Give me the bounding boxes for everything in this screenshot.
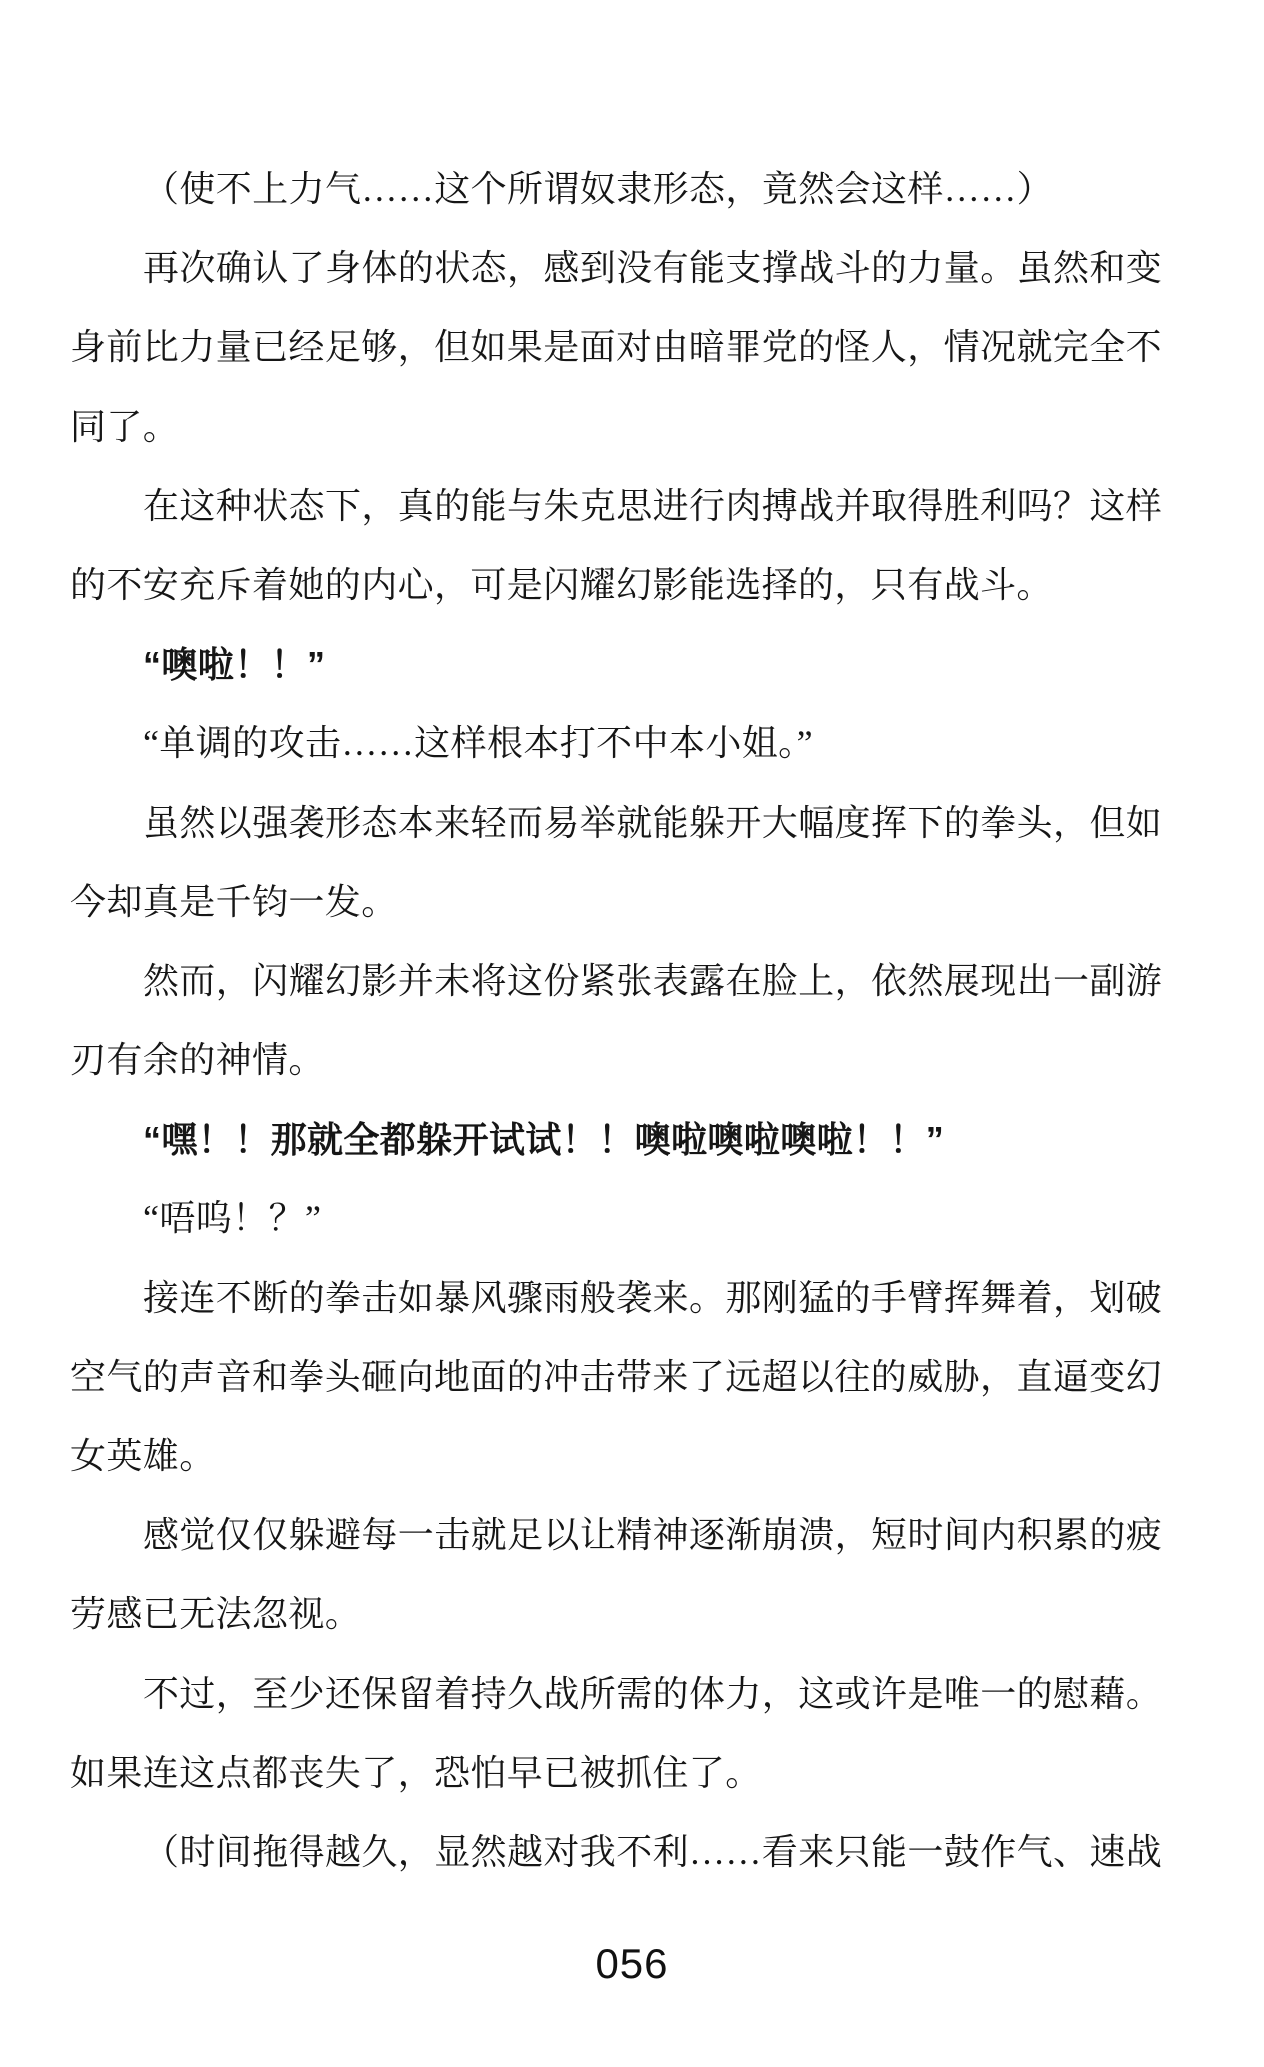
text-line: 如果连这点都丧失了，恐怕早已被抓住了。: [70, 1752, 762, 1793]
text-line: 劳感已无法忽视。: [70, 1594, 362, 1635]
text-line: 接连不断的拳击如暴风骤雨般袭来。那刚猛的手臂挥舞着，划破: [143, 1277, 1163, 1318]
text-line: 不过，至少还保留着持久战所需的体力，这或许是唯一的慰藉。: [143, 1673, 1163, 1714]
text-line: 空气的声音和拳头砸向地面的冲击带来了远超以往的威胁，直逼变幻: [70, 1356, 1163, 1397]
text-line: 然而，闪耀幻影并未将这份紧张表露在脸上，依然展现出一副游: [143, 960, 1163, 1001]
text-line: “噢啦！！”: [143, 644, 326, 686]
text-line: “嘿！！那就全都躲开试试！！噢啦噢啦噢啦！！”: [143, 1119, 945, 1161]
text-line: 身前比力量已经足够，但如果是面对由暗罪党的怪人，情况就完全不: [70, 327, 1163, 368]
text-line: 今却真是千钧一发。: [70, 881, 398, 922]
text-line: 女英雄。: [70, 1436, 216, 1476]
text-line: （使不上力气……这个所谓奴隶形态，竟然会这样……）: [143, 169, 1054, 209]
text-line: 的不安充斥着她的内心，可是闪耀幻影能选择的，只有战斗。: [70, 564, 1053, 605]
text-line: “唔呜！？”: [143, 1198, 322, 1239]
text-line: “单调的攻击……这样根本打不中本小姐。”: [143, 723, 813, 764]
text-line: 在这种状态下，真的能与朱克思进行肉搏战并取得胜利吗？这样: [143, 485, 1163, 526]
text-line: 同了。: [70, 406, 180, 447]
text-line: 感觉仅仅躲避每一击就足以让精神逐渐崩溃，短时间内积累的疲: [143, 1515, 1163, 1556]
page-text: [70, 150, 1166, 1892]
page-number: 056: [595, 1940, 669, 1987]
text-line: 刃有余的神情。: [70, 1040, 325, 1081]
text-line: 虽然以强袭形态本来轻而易举就能躲开大幅度挥下的拳头，但如: [143, 802, 1163, 843]
text-line: （时间拖得越久，显然越对我不利……看来只能一鼓作气、速战: [143, 1831, 1163, 1872]
text-line: 再次确认了身体的状态，感到没有能支撑战斗的力量。虽然和变: [143, 248, 1163, 289]
